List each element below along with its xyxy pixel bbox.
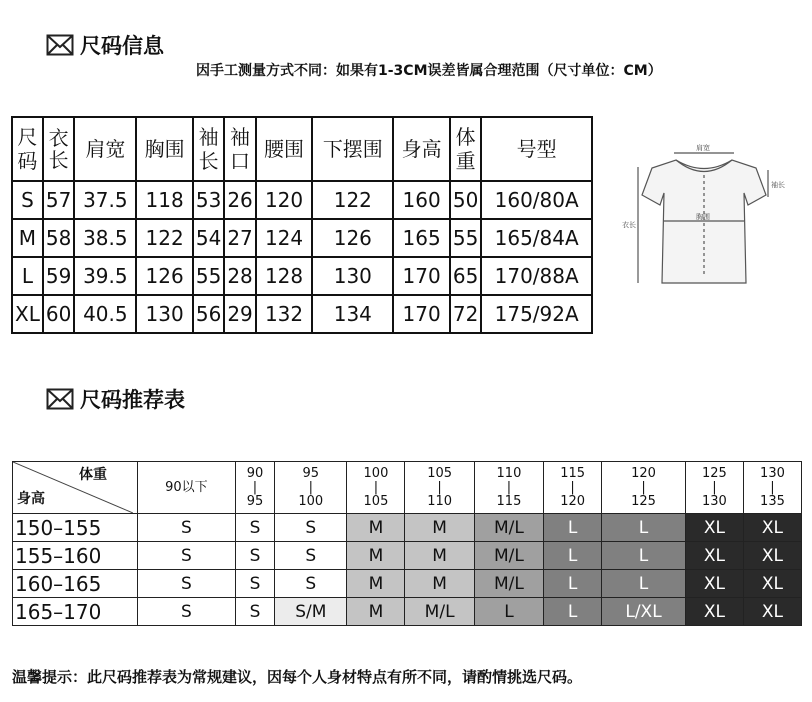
weight-col-divider: | — [437, 479, 442, 495]
size-table-cell: 39.5 — [74, 257, 136, 295]
recommend-size-cell: S — [235, 598, 274, 626]
recommend-size-cell: L — [474, 598, 543, 626]
weight-col-bottom: 110 — [427, 493, 453, 509]
size-table-row — [12, 295, 592, 333]
size-table-cell: 26 — [224, 181, 255, 219]
recommend-size-cell: M/L — [474, 570, 543, 598]
weight-col-top: 130 — [760, 465, 785, 481]
size-table-row — [12, 181, 592, 219]
recommend-size-cell: M — [405, 570, 474, 598]
size-table-cell: 53 — [193, 181, 224, 219]
size-table-cell: XL — [12, 295, 43, 333]
weight-col-bottom: 100 — [298, 493, 324, 509]
weight-col-header — [235, 462, 274, 514]
diagram-label-chest: 胸围 — [696, 213, 710, 221]
tip-text: 温馨提示：此尺码推荐表为常规建议，因每个人身材特点有所不同，请酌情挑选尺码。 — [12, 668, 583, 686]
size-table-cell: 175/92A — [481, 295, 592, 333]
size-table-cell: 27 — [224, 219, 255, 257]
size-table-header-cell: 体重 — [450, 117, 481, 181]
recommend-row — [13, 542, 802, 570]
weight-col-divider: | — [308, 479, 313, 495]
size-table-cell: 58 — [43, 219, 74, 257]
size-table-cell: 28 — [224, 257, 255, 295]
size-table-header-row — [12, 117, 592, 181]
size-info-title — [46, 30, 164, 60]
size-table-header-cell: 袖口 — [224, 117, 255, 181]
size-table-cell: 65 — [450, 257, 481, 295]
weight-col-header — [602, 462, 686, 514]
size-table-header-cell: 尺码 — [12, 117, 43, 181]
weight-col-header — [474, 462, 543, 514]
weight-col-divider: | — [506, 479, 512, 495]
weight-col-header — [685, 462, 743, 514]
recommend-row — [13, 514, 802, 542]
size-table-cell: 126 — [312, 219, 393, 257]
size-table-row — [12, 219, 592, 257]
recommend-title — [46, 384, 185, 414]
recommend-size-cell: XL — [685, 514, 743, 542]
recommend-size-cell: L — [544, 542, 602, 570]
recommend-size-cell: M — [405, 514, 474, 542]
size-table-cell: 56 — [193, 295, 224, 333]
size-table-cell: 40.5 — [74, 295, 136, 333]
size-table-cell: 120 — [256, 181, 313, 219]
weight-col-bottom: 105 — [363, 493, 389, 509]
measure-note: 因手工测量方式不同：如果有1-3CM误差皆属合理范围（尺寸单位：CM） — [196, 63, 662, 79]
weight-col-header — [743, 462, 801, 514]
corner-weight-label: 体重 — [79, 467, 107, 483]
weight-col-top: 125 — [702, 465, 727, 481]
recommend-size-cell: M/L — [405, 598, 474, 626]
recommend-size-cell: L — [602, 542, 686, 570]
weight-col-bottom: 135 — [760, 493, 785, 509]
size-table-cell: 124 — [256, 219, 313, 257]
weight-col-top: 95 — [302, 465, 320, 481]
recommend-size-cell: L — [602, 514, 686, 542]
recommend-size-cell: S — [235, 514, 274, 542]
size-table-cell: 134 — [312, 295, 393, 333]
recommend-size-cell: L — [544, 598, 602, 626]
recommend-size-cell: S — [138, 542, 236, 570]
size-table-cell: 170 — [393, 257, 450, 295]
recommend-height-cell: 160–165 — [13, 570, 138, 598]
size-table-cell: 170 — [393, 295, 450, 333]
weight-col-header — [405, 462, 474, 514]
weight-col-bottom: 95 — [246, 493, 264, 509]
size-table-header-cell: 胸围 — [136, 117, 193, 181]
diagram-label-sleeve: 袖长 — [771, 181, 785, 189]
recommend-size-cell: L — [544, 514, 602, 542]
recommend-size-cell: XL — [685, 598, 743, 626]
weight-col-top: 115 — [560, 465, 586, 481]
weight-col-top: 100 — [363, 465, 389, 481]
size-table-cell: 57 — [43, 181, 74, 219]
weight-col-bottom: 125 — [631, 493, 656, 509]
recommend-row — [13, 598, 802, 626]
size-table-cell: 165 — [393, 219, 450, 257]
recommend-size-cell: M — [347, 598, 405, 626]
recommend-size-cell: M/L — [474, 542, 543, 570]
size-table-cell: 55 — [193, 257, 224, 295]
size-table-cell: 122 — [136, 219, 193, 257]
size-table-cell: 122 — [312, 181, 393, 219]
weight-col-bottom: 115 — [496, 493, 522, 509]
weight-col-header — [275, 462, 347, 514]
recommend-size-cell: S — [138, 598, 236, 626]
recommend-size-cell: XL — [743, 542, 801, 570]
size-table-cell: 126 — [136, 257, 193, 295]
size-table-header-cell: 肩宽 — [74, 117, 136, 181]
recommend-size-cell: M — [405, 542, 474, 570]
weight-col-divider: | — [252, 479, 258, 495]
recommend-size-cell: S — [275, 514, 347, 542]
weight-col-header — [138, 462, 236, 514]
size-table-header-cell: 袖长 — [193, 117, 224, 181]
corner-height-label: 身高 — [17, 491, 45, 507]
recommend-size-cell: S — [235, 542, 274, 570]
recommend-corner-cell — [13, 462, 138, 514]
recommend-size-cell: M/L — [474, 514, 543, 542]
weight-col-divider: | — [373, 479, 379, 495]
weight-col-top: 90 — [246, 465, 264, 481]
size-table-cell: 55 — [450, 219, 481, 257]
size-table-cell: 118 — [136, 181, 193, 219]
recommend-size-cell: M — [347, 542, 405, 570]
size-table — [11, 116, 593, 334]
weight-col-divider: | — [770, 479, 775, 495]
weight-col-top: 120 — [631, 465, 656, 481]
recommend-height-cell: 155–160 — [13, 542, 138, 570]
recommend-size-cell: S/M — [275, 598, 347, 626]
size-table-cell: 160 — [393, 181, 450, 219]
recommend-size-cell: S — [275, 570, 347, 598]
recommend-height-cell: 165–170 — [13, 598, 138, 626]
size-table-cell: 38.5 — [74, 219, 136, 257]
size-table-cell: 160/80A — [481, 181, 592, 219]
diagram-label-length: 衣长 — [622, 221, 636, 229]
recommend-title-text: 尺码推荐表 — [80, 388, 185, 412]
recommend-size-cell: S — [275, 542, 347, 570]
recommend-size-cell: XL — [685, 570, 743, 598]
size-table-cell: M — [12, 219, 43, 257]
size-table-cell: 29 — [224, 295, 255, 333]
size-recommend-table — [12, 461, 802, 626]
size-table-header-cell: 衣长 — [43, 117, 74, 181]
size-table-cell: 130 — [136, 295, 193, 333]
recommend-size-cell: S — [138, 570, 236, 598]
size-table-cell: 72 — [450, 295, 481, 333]
size-table-cell: 37.5 — [74, 181, 136, 219]
envelope-icon — [46, 34, 74, 56]
garment-measure-diagram — [616, 135, 792, 305]
size-table-cell: 165/84A — [481, 219, 592, 257]
recommend-size-cell: M — [347, 514, 405, 542]
recommend-row — [13, 570, 802, 598]
size-table-cell: 50 — [450, 181, 481, 219]
size-table-header-cell: 腰围 — [256, 117, 313, 181]
size-table-row — [12, 257, 592, 295]
recommend-height-cell: 150–155 — [13, 514, 138, 542]
recommend-size-cell: XL — [743, 598, 801, 626]
recommend-header-row — [13, 462, 802, 514]
weight-col-top: 90以下 — [165, 479, 208, 495]
envelope-icon — [46, 388, 74, 410]
weight-col-divider: | — [641, 479, 646, 495]
size-table-cell: 60 — [43, 295, 74, 333]
size-table-cell: 128 — [256, 257, 313, 295]
recommend-size-cell: L — [544, 570, 602, 598]
size-table-cell: 130 — [312, 257, 393, 295]
diagram-label-shoulder: 肩宽 — [696, 144, 710, 152]
recommend-size-cell: M — [347, 570, 405, 598]
size-table-cell: S — [12, 181, 43, 219]
weight-col-divider: | — [570, 479, 575, 495]
corner-box — [13, 462, 133, 513]
recommend-size-cell: XL — [685, 542, 743, 570]
recommend-size-cell: S — [235, 570, 274, 598]
size-table-header-cell: 号型 — [481, 117, 592, 181]
size-info-title-text: 尺码信息 — [80, 34, 164, 58]
recommend-size-cell: S — [138, 514, 236, 542]
size-table-cell: 59 — [43, 257, 74, 295]
recommend-size-cell: L/XL — [602, 598, 686, 626]
weight-col-header — [544, 462, 602, 514]
weight-col-header — [347, 462, 405, 514]
size-table-cell: 170/88A — [481, 257, 592, 295]
weight-col-divider: | — [712, 479, 717, 495]
size-table-header-cell: 下摆围 — [312, 117, 393, 181]
weight-col-top: 105 — [427, 465, 453, 481]
size-table-cell: 132 — [256, 295, 313, 333]
weight-col-bottom: 120 — [560, 493, 586, 509]
recommend-size-cell: L — [602, 570, 686, 598]
size-table-cell: 54 — [193, 219, 224, 257]
size-table-header-cell: 身高 — [393, 117, 450, 181]
recommend-size-cell: XL — [743, 514, 801, 542]
recommend-size-cell: XL — [743, 570, 801, 598]
size-table-cell: L — [12, 257, 43, 295]
weight-col-bottom: 130 — [702, 493, 727, 509]
weight-col-top: 110 — [496, 465, 522, 481]
